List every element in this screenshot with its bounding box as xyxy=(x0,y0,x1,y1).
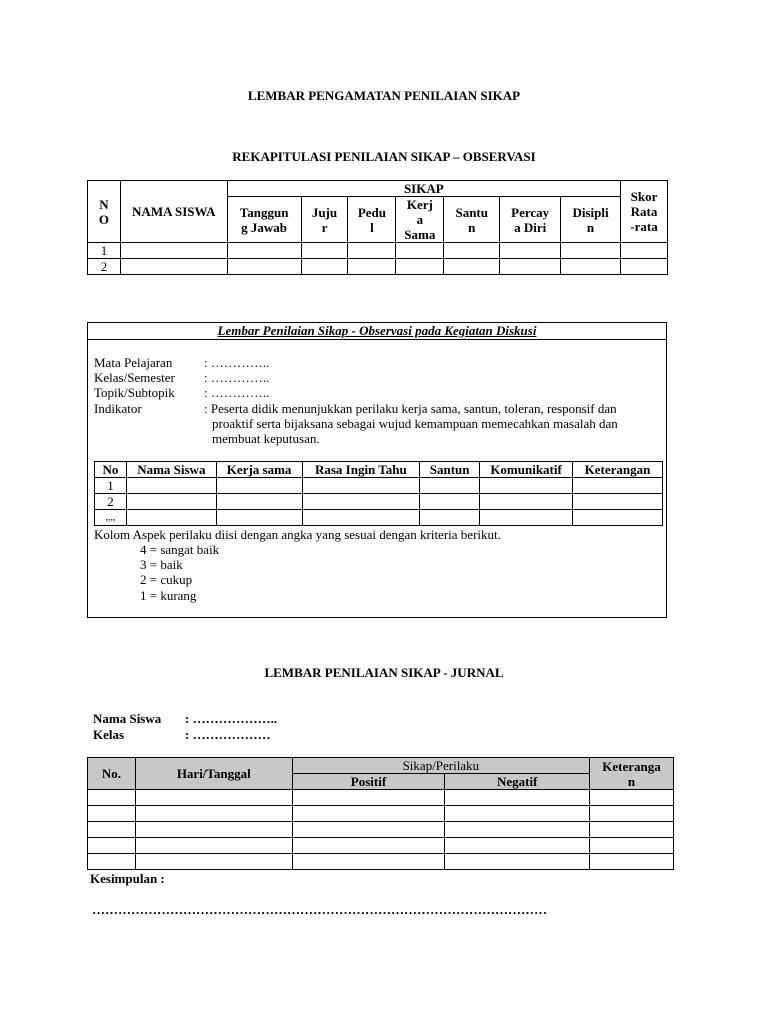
rekap-table xyxy=(87,180,668,275)
cell[interactable] xyxy=(445,790,590,806)
cell[interactable] xyxy=(292,854,445,870)
table-row xyxy=(88,259,668,275)
cell[interactable] xyxy=(135,854,292,870)
cell[interactable] xyxy=(292,806,445,822)
cell[interactable] xyxy=(590,838,674,854)
jurnal-col-no: No. xyxy=(88,758,136,790)
cell[interactable] xyxy=(561,243,621,259)
rekap-col-percaya-diri: Percay a Diri xyxy=(500,197,561,243)
jurnal-col-keterangan: Keteranga n xyxy=(590,758,674,790)
indikator-cont-2: membuat keputusan. xyxy=(212,431,320,446)
cell[interactable] xyxy=(480,494,573,510)
cell[interactable] xyxy=(480,510,573,526)
cell[interactable] xyxy=(301,259,348,275)
field-label-indikator: Indikator xyxy=(94,401,142,416)
field-value-mata-pelajaran[interactable]: : ………….. xyxy=(204,355,270,370)
cell[interactable] xyxy=(445,838,590,854)
kesimpulan-label: Kesimpulan : xyxy=(90,871,165,886)
field-label-topik: Topik/Subtopik xyxy=(94,385,175,400)
jurnal-col-positif: Positif xyxy=(292,774,445,790)
rekap-col-santun: Santu n xyxy=(444,197,500,243)
cell[interactable] xyxy=(396,259,444,275)
cell[interactable] xyxy=(126,494,216,510)
cell[interactable] xyxy=(88,854,136,870)
cell[interactable] xyxy=(216,478,302,494)
cell[interactable] xyxy=(302,478,420,494)
row-number: ,,,, xyxy=(95,510,127,526)
field-value-indikator: : Peserta didik menunjukkan perilaku kerja sama, santun, toleran, responsif dan xyxy=(204,401,617,416)
jurnal-col-negatif: Negatif xyxy=(445,774,590,790)
kesimpulan-dots[interactable]: …………………………………………………………………………………………… xyxy=(92,902,547,917)
rekap-title: REKAPITULASI PENILAIAN SIKAP – OBSERVASI xyxy=(232,149,536,164)
table-row xyxy=(88,838,674,854)
cell[interactable] xyxy=(348,243,396,259)
rekap-col-tanggung-jawab: Tanggun g Jawab xyxy=(227,197,301,243)
diskusi-col-no: No xyxy=(95,462,127,478)
jurnal-col-sikap: Sikap/Perilaku xyxy=(292,758,589,774)
rekap-sikap-header: SIKAP xyxy=(227,181,620,197)
diskusi-col-komunikatif: Komunikatif xyxy=(480,462,573,478)
cell[interactable] xyxy=(590,854,674,870)
cell[interactable] xyxy=(88,790,136,806)
table-row xyxy=(88,790,674,806)
indikator-cont-1: proaktif serta bijaksana sebagai wujud kemampuan memecahkan masalah dan xyxy=(212,416,618,431)
table-row xyxy=(88,243,668,259)
row-number: 2 xyxy=(88,259,121,275)
cell[interactable] xyxy=(126,510,216,526)
cell[interactable] xyxy=(420,494,480,510)
cell[interactable] xyxy=(573,494,663,510)
cell[interactable] xyxy=(590,806,674,822)
cell[interactable] xyxy=(420,478,480,494)
criteria-note: Kolom Aspek perilaku diisi dengan angka yang sesuai dengan kriteria berikut. xyxy=(94,527,501,542)
field-value-topik[interactable]: : ………….. xyxy=(204,385,270,400)
jurnal-nama-value[interactable]: : ……………….. xyxy=(185,711,278,726)
criteria-4: 4 = sangat baik xyxy=(140,542,220,557)
cell[interactable] xyxy=(561,259,621,275)
row-number: 2 xyxy=(95,494,127,510)
cell[interactable] xyxy=(135,838,292,854)
cell[interactable] xyxy=(500,259,561,275)
cell[interactable] xyxy=(88,806,136,822)
cell[interactable] xyxy=(445,854,590,870)
cell[interactable] xyxy=(120,243,227,259)
cell[interactable] xyxy=(302,510,420,526)
cell[interactable] xyxy=(135,790,292,806)
diskusi-col-keterangan: Keterangan xyxy=(573,462,663,478)
cell[interactable] xyxy=(444,243,500,259)
cell[interactable] xyxy=(445,806,590,822)
jurnal-kelas-label: Kelas xyxy=(93,727,125,742)
cell[interactable] xyxy=(135,822,292,838)
cell[interactable] xyxy=(444,259,500,275)
row-number: 1 xyxy=(88,243,121,259)
table-row xyxy=(88,854,674,870)
cell[interactable] xyxy=(420,510,480,526)
cell[interactable] xyxy=(445,822,590,838)
cell[interactable] xyxy=(216,494,302,510)
cell[interactable] xyxy=(621,259,668,275)
rekap-col-disiplin: Disipli n xyxy=(561,197,621,243)
cell[interactable] xyxy=(292,838,445,854)
cell[interactable] xyxy=(227,243,301,259)
jurnal-nama-label: Nama Siswa xyxy=(93,711,162,726)
page-title: LEMBAR PENGAMATAN PENILAIAN SIKAP xyxy=(247,88,521,103)
cell[interactable] xyxy=(292,790,445,806)
table-row xyxy=(88,806,674,822)
diskusi-table xyxy=(94,461,663,526)
rekap-skor-header: Skor Rata -rata xyxy=(621,181,668,243)
diskusi-heading: Lembar Penilaian Sikap - Observasi pada Kegiatan Diskusi xyxy=(88,323,666,340)
cell[interactable] xyxy=(88,838,136,854)
cell[interactable] xyxy=(301,243,348,259)
rekap-col-peduli: Pedu l xyxy=(348,197,396,243)
cell[interactable] xyxy=(126,478,216,494)
cell[interactable] xyxy=(573,510,663,526)
cell[interactable] xyxy=(621,243,668,259)
row-number: 1 xyxy=(95,478,127,494)
cell[interactable] xyxy=(216,510,302,526)
cell[interactable] xyxy=(88,822,136,838)
rekap-nama-header: NAMA SISWA xyxy=(120,181,227,243)
diskusi-col-nama: Nama Siswa xyxy=(126,462,216,478)
rekap-col-jujur: Juju r xyxy=(301,197,348,243)
diskusi-col-kerja-sama: Kerja sama xyxy=(216,462,302,478)
field-label-kelas-semester: Kelas/Semester xyxy=(94,370,175,385)
jurnal-kelas-value[interactable]: : ……………… xyxy=(185,727,271,742)
jurnal-title: LEMBAR PENILAIAN SIKAP - JURNAL xyxy=(264,665,504,680)
table-row xyxy=(95,510,663,526)
cell[interactable] xyxy=(302,494,420,510)
cell[interactable] xyxy=(348,259,396,275)
jurnal-col-hari: Hari/Tanggal xyxy=(135,758,292,790)
diskusi-col-santun: Santun xyxy=(420,462,480,478)
diskusi-observation-box xyxy=(87,322,667,618)
cell[interactable] xyxy=(590,822,674,838)
cell[interactable] xyxy=(292,822,445,838)
cell[interactable] xyxy=(480,478,573,494)
criteria-2: 2 = cukup xyxy=(140,572,193,587)
cell[interactable] xyxy=(590,790,674,806)
cell[interactable] xyxy=(396,243,444,259)
field-label-mata-pelajaran: Mata Pelajaran xyxy=(94,355,173,370)
cell[interactable] xyxy=(135,806,292,822)
rekap-no-header: N O xyxy=(88,181,121,243)
cell[interactable] xyxy=(227,259,301,275)
table-row xyxy=(88,822,674,838)
criteria-3: 3 = baik xyxy=(140,557,183,572)
table-row xyxy=(95,478,663,494)
rekap-col-kerja-sama: Kerj a Sama xyxy=(396,197,444,243)
cell[interactable] xyxy=(573,478,663,494)
criteria-1: 1 = kurang xyxy=(140,588,197,603)
cell[interactable] xyxy=(120,259,227,275)
field-value-kelas-semester[interactable]: : ………….. xyxy=(204,370,270,385)
diskusi-col-rasa-ingin-tahu: Rasa Ingin Tahu xyxy=(302,462,420,478)
jurnal-table xyxy=(87,757,674,870)
cell[interactable] xyxy=(500,243,561,259)
table-row xyxy=(95,494,663,510)
